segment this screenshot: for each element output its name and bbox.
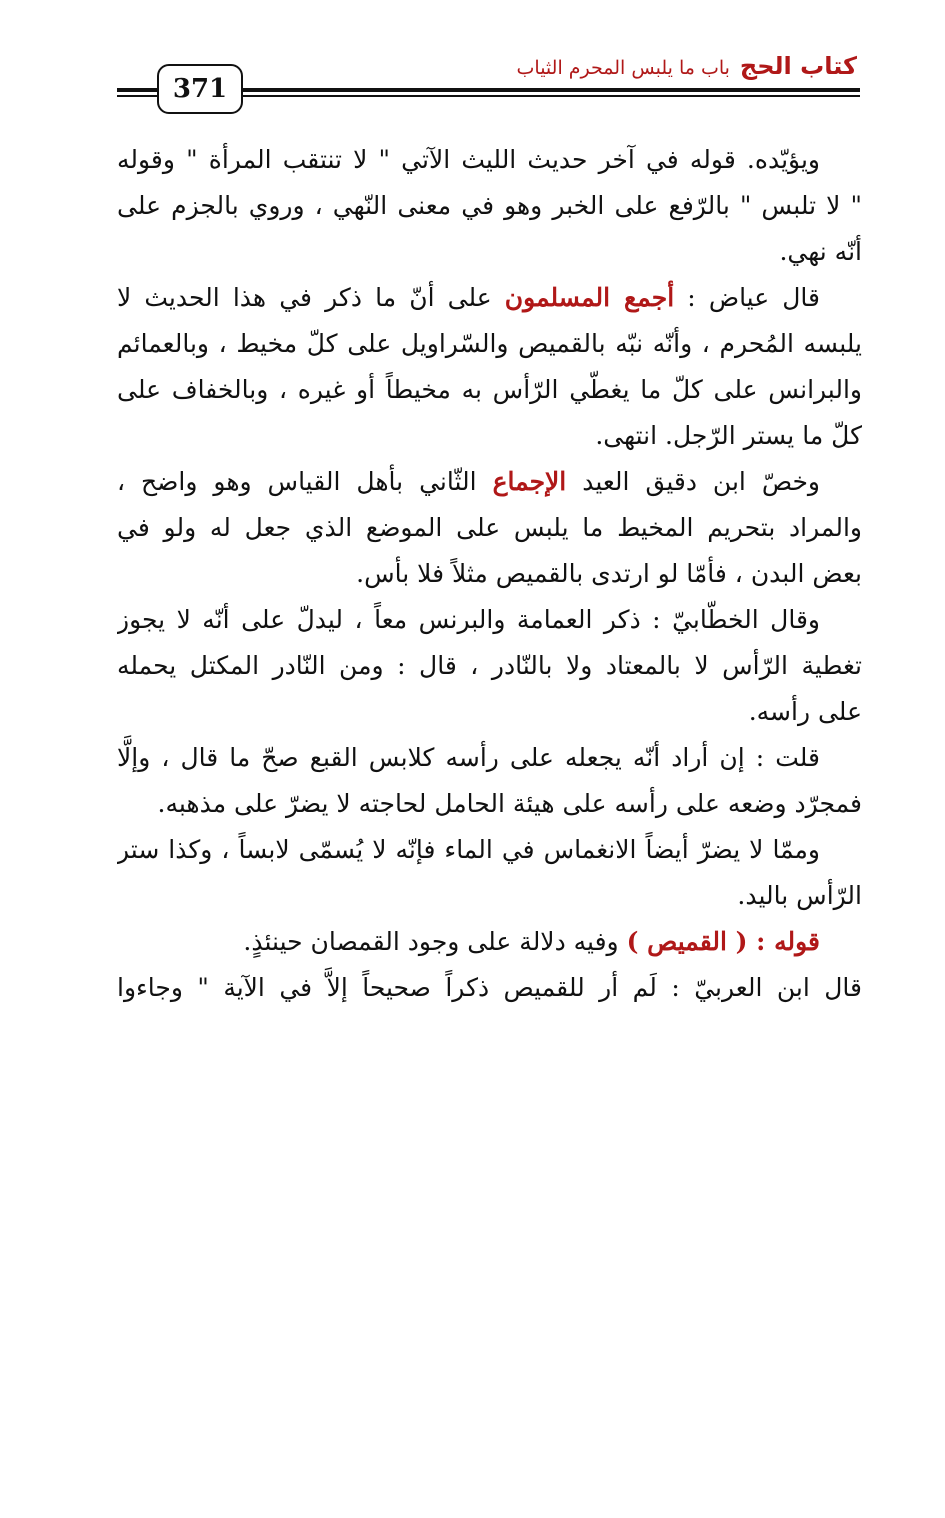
line-text: وخصّ ابن دقيق العيد [566,467,820,496]
text-line [117,735,862,781]
line-text: على رأسه. [748,697,862,726]
line-text: قال ابن العربيّ : لَم أر للقميص ذكراً صحيحاً إلاَّ في الآية " وجاءوا [117,973,862,1002]
line-text: أنّه نهي. [779,237,862,266]
text-line [117,321,862,367]
running-header [517,52,857,80]
text-line [117,505,862,551]
text-line [117,183,862,229]
text-line [117,551,862,597]
text-line [117,781,862,827]
line-text: ويؤيّده. قوله في آخر حديث الليث الآتي " لا تنتقب المرأة " وقوله [117,145,820,174]
commentary-lemma: قوله : ( القميص ) [626,927,820,956]
line-text: وفيه دلالة على وجود القمصان حينئذٍ. [243,927,627,956]
text-line [117,873,862,919]
line-text: والمراد بتحريم المخيط ما يلبس على الموضع الذي جعل له ولو في [117,513,862,542]
line-text: " لا تلبس " بالرّفع على الخبر وهو في معنى النّهي ، وروي بالجزم على [117,191,862,220]
line-text: الرّأس باليد. [737,881,862,910]
line-text: قلت : إن أراد أنّه يجعله على رأسه كلابس القبع صحّ ما قال ، وإلَّا [117,743,820,772]
page-header [0,0,945,130]
text-line [117,367,862,413]
text-line [117,919,862,965]
line-text: والبرانس على كلّ ما يغطّي الرّأس به مخيطاً أو غيره ، وبالخفاف على [117,375,862,404]
line-text: يلبسه المُحرم ، وأنّه نبّه بالقميص والسّراويل على كلّ مخيط ، وبالعمائم [117,329,862,358]
line-text: فمجرّد وضعه على رأسه على هيئة الحامل لحاجته لا يضرّ على مذهبه. [157,789,862,818]
line-text: قال عياض : [674,283,821,312]
text-line [117,643,862,689]
text-line [117,827,862,873]
highlighted-phrase: الإجماع [492,467,567,496]
book-name: كتاب الحج [739,52,857,80]
line-text: الثّاني بأهل القياس وهو واضح ، [117,467,493,496]
text-line [117,229,862,275]
line-text: على أنّ ما ذكر في هذا الحديث لا [117,283,505,312]
page-body [117,137,862,1011]
page-number: 371 [172,74,228,104]
text-line [117,413,862,459]
chapter-name: باب ما يلبس المحرم الثياب [516,57,730,79]
text-line [117,137,862,183]
line-text: كلّ ما يستر الرّجل. انتهى. [595,421,862,450]
line-text: تغطية الرّأس لا بالمعتاد ولا بالنّادر ، قال : ومن النّادر المكتل يحمله [117,651,862,680]
line-text: بعض البدن ، فأمّا لو ارتدى بالقميص مثلاً فلا بأس. [356,559,862,588]
line-text: وممّا لا يضرّ أيضاً الانغماس في الماء فإنّه لا يُسمّى لابساً ، وكذا ستر [117,835,820,864]
highlighted-phrase: أجمع المسلمون [504,283,675,312]
text-line [117,689,862,735]
page-number-box [157,64,243,114]
text-line [117,459,862,505]
line-text: وقال الخطّابيّ : ذكر العمامة والبرنس معاً ، ليدلّ على أنّه لا يجوز [117,605,820,634]
text-line [117,597,862,643]
text-line [117,275,862,321]
text-line [117,965,862,1011]
